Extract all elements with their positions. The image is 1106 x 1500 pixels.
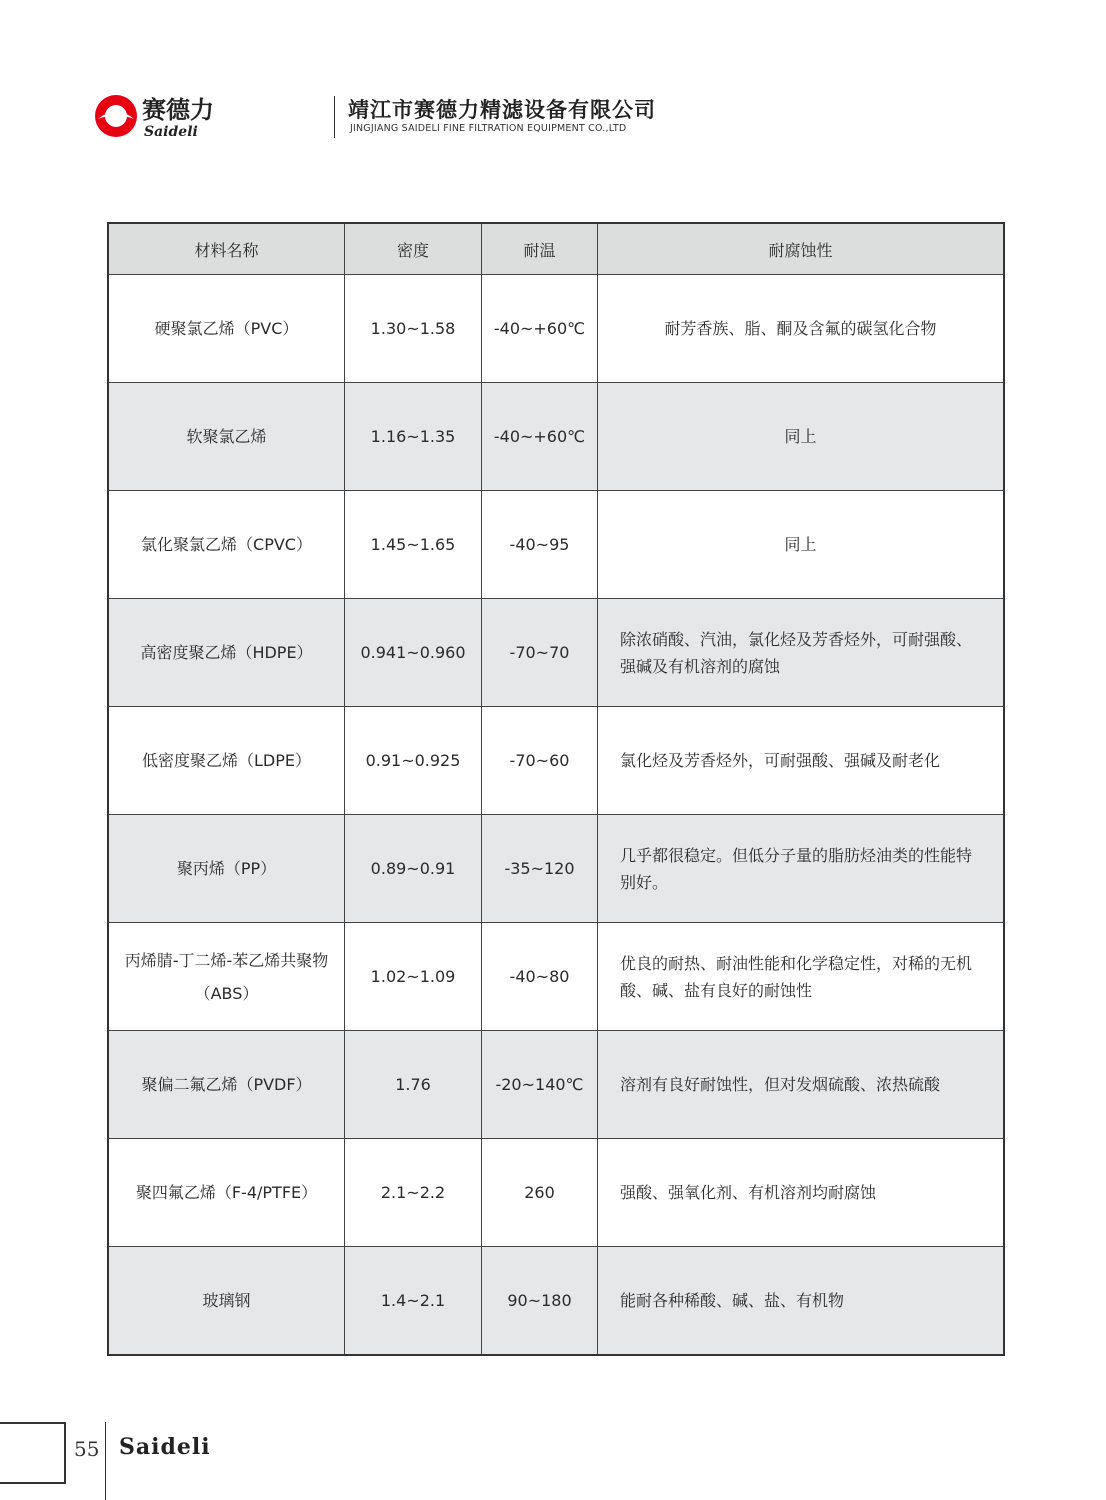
corrosion-cell: 能耐各种稀酸、碱、盐、有机物 [598, 1247, 1005, 1356]
corrosion-cell: 氯化烃及芳香烃外，可耐强酸、强碱及耐老化 [598, 707, 1005, 815]
density-cell: 0.941~0.960 [345, 599, 482, 707]
material-cell: 聚四氟乙烯（F-4/PTFE） [108, 1139, 345, 1247]
corrosion-cell: 强酸、强氧化剂、有机溶剂均耐腐蚀 [598, 1139, 1005, 1247]
table-row [108, 491, 1004, 599]
col-header-density: 密度 [345, 223, 482, 275]
footer-brand [119, 1434, 211, 1460]
density-cell: 1.16~1.35 [345, 383, 482, 491]
temperature-cell: -70~60 [482, 707, 598, 815]
table-row [108, 1247, 1004, 1356]
table-header-row [108, 223, 1004, 275]
material-cell: 聚丙烯（PP） [108, 815, 345, 923]
corrosion-cell: 耐芳香族、脂、酮及含氟的碳氢化合物 [598, 275, 1005, 383]
density-cell: 1.02~1.09 [345, 923, 482, 1031]
temperature-cell: -35~120 [482, 815, 598, 923]
table-row [108, 1139, 1004, 1247]
density-cell: 2.1~2.2 [345, 1139, 482, 1247]
density-cell: 0.89~0.91 [345, 815, 482, 923]
temperature-cell: -40~80 [482, 923, 598, 1031]
material-cell: 丙烯腈-丁二烯-苯乙烯共聚物（ABS） [108, 923, 345, 1031]
material-cell: 高密度聚乙烯（HDPE） [108, 599, 345, 707]
col-header-corrosion: 耐腐蚀性 [598, 223, 1005, 275]
density-cell: 1.30~1.58 [345, 275, 482, 383]
corrosion-cell: 几乎都很稳定。但低分子量的脂肪烃油类的性能特别好。 [598, 815, 1005, 923]
density-cell: 1.4~2.1 [345, 1247, 482, 1356]
temperature-cell: 260 [482, 1139, 598, 1247]
svg-text:Saideli: Saideli [144, 124, 198, 140]
temperature-cell: -40~+60℃ [482, 383, 598, 491]
company-name-cn: 靖江市赛德力精滤设备有限公司 [348, 98, 656, 122]
footer-brand-text: Saideli [119, 1434, 211, 1460]
corrosion-cell: 同上 [598, 383, 1005, 491]
table-row [108, 815, 1004, 923]
col-header-material: 材料名称 [108, 223, 345, 275]
table-row [108, 275, 1004, 383]
temperature-cell: 90~180 [482, 1247, 598, 1356]
material-cell: 硬聚氯乙烯（PVC） [108, 275, 345, 383]
density-cell: 1.76 [345, 1031, 482, 1139]
footer-corner-box [0, 1422, 66, 1484]
temperature-cell: -40~95 [482, 491, 598, 599]
temperature-cell: -70~70 [482, 599, 598, 707]
table-row [108, 707, 1004, 815]
material-cell: 玻璃钢 [108, 1247, 345, 1356]
density-cell: 1.45~1.65 [345, 491, 482, 599]
corrosion-cell: 除浓硝酸、汽油，氯化烃及芳香烃外，可耐强酸、强碱及有机溶剂的腐蚀 [598, 599, 1005, 707]
footer-divider [105, 1422, 106, 1500]
svg-text:赛德力: 赛德力 [142, 95, 214, 124]
temperature-cell: -20~140℃ [482, 1031, 598, 1139]
corrosion-cell: 同上 [598, 491, 1005, 599]
saideli-logo [92, 92, 242, 140]
table-row [108, 923, 1004, 1031]
page-header [92, 90, 656, 140]
corrosion-cell: 优良的耐热、耐油性能和化学稳定性，对稀的无机酸、碱、盐有良好的耐蚀性 [598, 923, 1005, 1031]
material-cell: 氯化聚氯乙烯（CPVC） [108, 491, 345, 599]
material-cell: 聚偏二氟乙烯（PVDF） [108, 1031, 345, 1139]
company-name-en: JINGJIANG SAIDELI FINE FILTRATION EQUIPMENT CO.,LTD [350, 123, 627, 134]
corrosion-cell: 溶剂有良好耐蚀性，但对发烟硫酸、浓热硫酸 [598, 1031, 1005, 1139]
material-cell: 低密度聚乙烯（LDPE） [108, 707, 345, 815]
table-row [108, 599, 1004, 707]
page-number: 55 [74, 1437, 100, 1461]
temperature-cell: -40~+60℃ [482, 275, 598, 383]
table-row [108, 1031, 1004, 1139]
col-header-temperature: 耐温 [482, 223, 598, 275]
table-row [108, 383, 1004, 491]
material-cell: 软聚氯乙烯 [108, 383, 345, 491]
header-divider [334, 96, 335, 138]
density-cell: 0.91~0.925 [345, 707, 482, 815]
materials-table [107, 222, 1005, 1356]
